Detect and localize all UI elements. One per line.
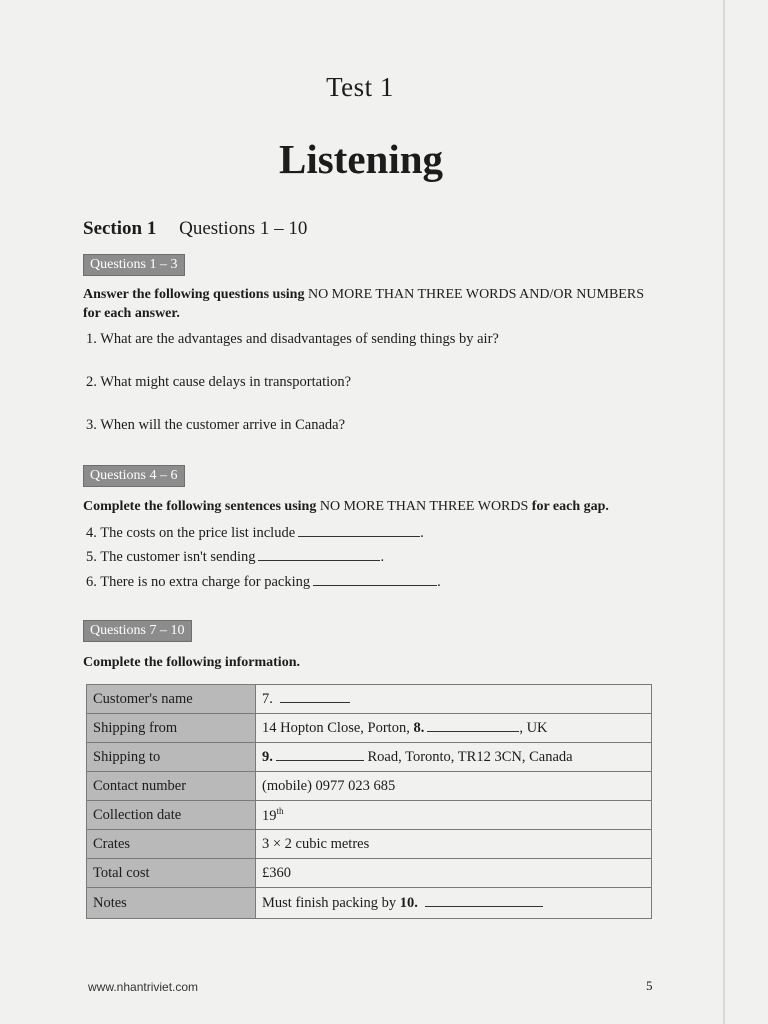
ordinal-suffix: th — [276, 805, 284, 816]
instruction-caps: NO MORE THAN THREE WORDS — [319, 499, 529, 514]
row-value — [256, 743, 652, 772]
table-row — [87, 859, 652, 888]
section-heading — [83, 218, 307, 240]
question-1: 1. What are the advantages and disadvantages of sending things by air? — [86, 331, 499, 347]
main-title: Listening — [278, 136, 444, 182]
row-value: £360 — [256, 859, 652, 888]
instruction-text-end: for each gap. — [528, 499, 609, 514]
answer-gap[interactable] — [258, 559, 380, 561]
questions-4-6-badge: Questions 4 – 6 — [83, 465, 185, 487]
row-label: Shipping from — [87, 714, 256, 743]
sentence-5: 5. The customer isn't sending . — [86, 549, 385, 565]
information-table — [86, 684, 652, 919]
row-label: Collection date — [87, 801, 256, 830]
row-label: Notes — [87, 888, 256, 919]
footer-url: www.nhantriviet.com — [88, 980, 199, 994]
section-questions: Questions 1 – 10 — [179, 218, 308, 239]
questions-7-10-instruction: Complete the following information. — [83, 655, 300, 670]
table-row — [87, 685, 652, 714]
section-label: Section 1 — [83, 218, 157, 239]
item-number: 10. — [399, 894, 418, 911]
instruction-text: Complete the following sentences using — [83, 499, 320, 514]
value-text: 14 Hopton Close, Porton, — [262, 719, 414, 736]
questions-1-3-badge: Questions 1 – 3 — [83, 254, 185, 276]
answer-gap[interactable] — [298, 535, 420, 537]
row-value: (mobile) 0977 023 685 — [256, 772, 652, 801]
table-row — [87, 772, 652, 801]
questions-4-6-instruction — [83, 497, 663, 516]
item-number: 7. — [262, 690, 273, 707]
table-row — [87, 714, 652, 743]
instruction-text: Answer the following questions using — [83, 287, 308, 302]
value-text: Must finish packing by — [262, 894, 400, 911]
row-value — [256, 801, 652, 830]
answer-gap[interactable] — [280, 701, 350, 703]
row-label: Shipping to — [87, 743, 256, 772]
row-label: Customer's name — [87, 685, 256, 714]
question-2: 2. What might cause delays in transportation? — [86, 374, 352, 390]
row-label: Crates — [87, 830, 256, 859]
questions-1-3-instruction — [83, 285, 663, 323]
item-number: 8. — [413, 719, 425, 736]
table-row — [87, 743, 652, 772]
row-value: 3 × 2 cubic metres — [256, 830, 652, 859]
value-text: 19 — [262, 807, 277, 824]
row-label: Contact number — [87, 772, 256, 801]
test-title: Test 1 — [326, 72, 394, 102]
page-edge-divider — [723, 0, 725, 1024]
sentence-6: 6. There is no extra charge for packing . — [86, 574, 441, 590]
page-number: 5 — [646, 978, 653, 993]
value-text-end: , UK — [519, 719, 548, 736]
value-text-end: Road, Toronto, TR12 3CN, Canada — [363, 748, 573, 765]
instruction-text-end: for each answer. — [83, 306, 180, 321]
table-row — [87, 888, 652, 919]
questions-7-10-badge: Questions 7 – 10 — [83, 620, 192, 642]
sentence-4-text: 4. The costs on the price list include — [86, 525, 296, 541]
row-value — [256, 714, 652, 743]
answer-gap[interactable] — [313, 584, 437, 586]
row-value — [256, 685, 652, 714]
table-row — [87, 830, 652, 859]
row-label: Total cost — [87, 859, 256, 888]
row-value — [256, 888, 652, 919]
answer-gap[interactable] — [425, 905, 543, 907]
sentence-6-text: 6. There is no extra charge for packing — [86, 574, 311, 590]
answer-gap[interactable] — [276, 759, 364, 761]
sentence-5-text: 5. The customer isn't sending — [86, 549, 256, 565]
question-3: 3. When will the customer arrive in Canada? — [86, 417, 346, 433]
answer-gap[interactable] — [427, 730, 519, 732]
instruction-caps: NO MORE THAN THREE WORDS AND/OR NUMBERS — [307, 287, 644, 302]
item-number: 9. — [262, 748, 273, 765]
sentence-4: 4. The costs on the price list include . — [86, 525, 424, 541]
table-row — [87, 801, 652, 830]
